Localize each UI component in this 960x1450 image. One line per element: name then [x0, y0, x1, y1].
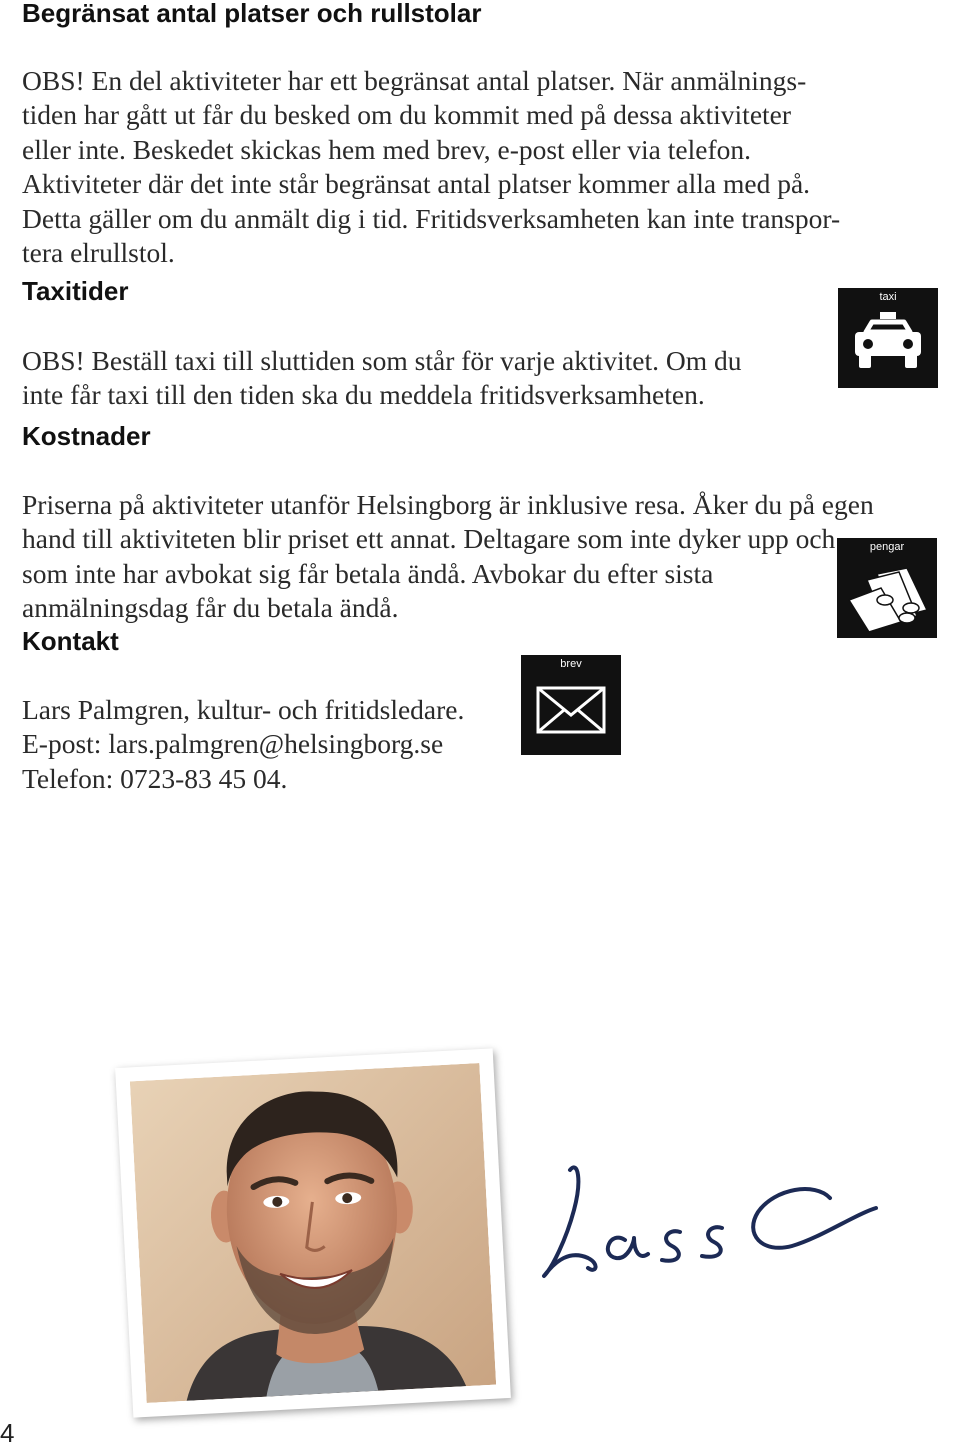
- heading-taxi: Taxitider: [22, 276, 129, 306]
- letter-icon-label: brev: [560, 658, 582, 670]
- paragraph-costs: [22, 453, 874, 626]
- contact-email: E-post: lars.palmgren@helsingborg.se: [22, 728, 444, 759]
- text-line: Aktiviteter där det inte står begränsat antal platser kommer alla med på.: [22, 168, 811, 199]
- heading-costs: Kostnader: [22, 421, 151, 451]
- text-line: hand till aktiviteten blir priset ett annat. Deltagare som inte dyker upp och: [22, 523, 836, 554]
- text-line: tera elrullstol.: [22, 237, 175, 268]
- car-icon: [838, 288, 938, 388]
- heading-contact: Kontakt: [22, 626, 119, 656]
- letter-icon: [521, 655, 621, 755]
- page-number: 4: [0, 1418, 15, 1448]
- text-line: OBS! Beställ taxi till sluttiden som står för varje aktivitet. Om du: [22, 344, 742, 376]
- contact-phone: Telefon: 0723-83 45 04.: [22, 762, 288, 794]
- portrait-image: [130, 1063, 496, 1403]
- text-line: Priserna på aktiviteter utanför Helsingborg är inklusive resa. Åker du på egen: [22, 488, 874, 520]
- money-icon-label: pengar: [869, 541, 905, 553]
- text-line: OBS! En del aktiviteter har ett begränsat antal platser. När anmälnings-: [22, 64, 807, 96]
- paragraph-contact: [22, 658, 464, 796]
- signature: [530, 1150, 890, 1290]
- portrait-photo: [115, 1048, 511, 1417]
- text-line: anmälningsdag får du betala ändå.: [22, 592, 399, 623]
- money-icon: [837, 538, 937, 638]
- paragraph-taxi: [22, 309, 742, 413]
- contact-name: Lars Palmgren, kultur- och fritidsledare.: [22, 693, 465, 725]
- taxi-icon: [838, 288, 938, 388]
- envelope-icon: [521, 655, 621, 755]
- text-line: Detta gäller om du anmält dig i tid. Fritidsverksamheten kan inte transpor-: [22, 202, 841, 234]
- text-line: som inte har avbokat sig får betala ändå. Avbokar du efter sista: [22, 557, 714, 589]
- paragraph-limited-places: [22, 29, 840, 271]
- heading-limited-places: Begränsat antal platser och rullstolar: [22, 0, 482, 28]
- text-line: tiden har gått ut får du besked om du kommit med på dessa aktiviteter: [22, 99, 792, 130]
- banknotes-coins-icon: [837, 538, 937, 638]
- taxi-icon-label: taxi: [879, 291, 897, 303]
- text-line: inte får taxi till den tiden ska du meddela fritidsverksamheten.: [22, 379, 705, 410]
- text-line: eller inte. Beskedet skickas hem med brev, e-post eller via telefon.: [22, 133, 751, 165]
